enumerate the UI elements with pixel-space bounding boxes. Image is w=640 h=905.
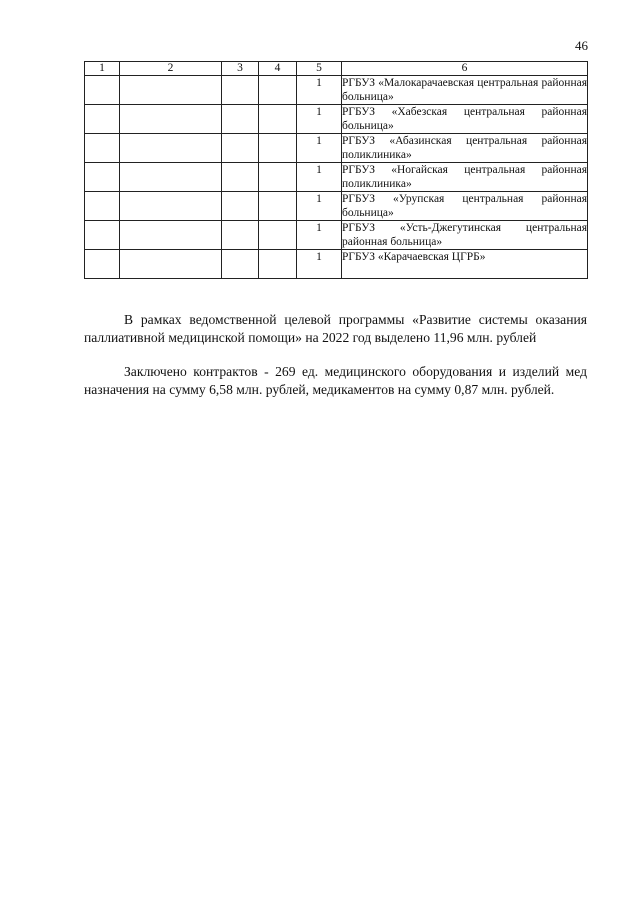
table-cell — [259, 105, 297, 134]
institution-cell: РГБУЗ «Хабезская центральная районная больница» — [342, 106, 587, 132]
table-cell — [222, 163, 259, 192]
column-header-6: 6 — [342, 62, 588, 76]
table-cell — [85, 105, 120, 134]
quantity-cell: 1 — [297, 134, 342, 163]
table-cell — [222, 221, 259, 250]
table-cell — [120, 192, 222, 221]
quantity-cell: 1 — [297, 221, 342, 250]
table-row — [85, 134, 588, 163]
table-cell — [259, 221, 297, 250]
institution-cell: РГБУЗ «Ногайская центральная районная поликлиника» — [342, 164, 587, 190]
institution-cell: РГБУЗ «Карачаевская ЦГРБ» — [342, 250, 588, 279]
table-row — [85, 76, 588, 105]
paragraph-text: Заключено контрактов - 269 ед. медицинского оборудования и изделий мед назначения на сумму 6,58 млн. рублей, медикаментов на сумму 0,87 млн. рублей. — [84, 364, 587, 397]
contracts-paragraph — [84, 363, 587, 399]
institution-cell: РГБУЗ «Абазинская центральная районная поликлиника» — [342, 135, 587, 161]
quantity-cell: 1 — [297, 192, 342, 221]
table-cell — [259, 163, 297, 192]
table-cell — [85, 163, 120, 192]
table-row — [85, 105, 588, 134]
table-row — [85, 221, 588, 250]
table-cell — [222, 105, 259, 134]
table-cell — [120, 221, 222, 250]
institution-cell: РГБУЗ «Усть-Джегутинская центральная районная больница» — [342, 222, 587, 248]
table-cell — [120, 134, 222, 163]
page-number: 46 — [575, 38, 588, 53]
table-cell — [259, 250, 297, 279]
table-cell — [222, 192, 259, 221]
paragraph-text: В рамках ведомственной целевой программы «Развитие системы оказания паллиативной медицинской помощи» на 2022 год выделено 11,96 млн. рублей — [84, 312, 587, 345]
table-cell — [120, 250, 222, 279]
equipment-table — [84, 61, 588, 279]
table-row — [85, 250, 588, 279]
column-header-1: 1 — [85, 62, 120, 76]
table-cell — [120, 163, 222, 192]
table-cell — [85, 76, 120, 105]
table-cell — [259, 192, 297, 221]
table-cell — [120, 76, 222, 105]
table-cell — [85, 250, 120, 279]
table-cell — [85, 192, 120, 221]
table-cell — [120, 105, 222, 134]
quantity-cell: 1 — [297, 163, 342, 192]
column-header-2: 2 — [120, 62, 222, 76]
quantity-cell: 1 — [297, 105, 342, 134]
table-cell — [85, 221, 120, 250]
table-cell — [222, 134, 259, 163]
institution-cell: РГБУЗ «Малокарачаевская центральная районная больница» — [342, 77, 587, 103]
table-row — [85, 192, 588, 221]
table-header-row — [85, 62, 588, 76]
institution-cell: РГБУЗ «Урупская центральная районная больница» — [342, 193, 587, 219]
table-cell — [85, 134, 120, 163]
column-header-4: 4 — [259, 62, 297, 76]
table-row — [85, 163, 588, 192]
quantity-cell: 1 — [297, 250, 342, 279]
table-cell — [222, 250, 259, 279]
table-cell — [222, 76, 259, 105]
table-cell — [259, 76, 297, 105]
table-cell — [259, 134, 297, 163]
quantity-cell: 1 — [297, 76, 342, 105]
program-funding-paragraph — [84, 311, 587, 347]
column-header-3: 3 — [222, 62, 259, 76]
column-header-5: 5 — [297, 62, 342, 76]
